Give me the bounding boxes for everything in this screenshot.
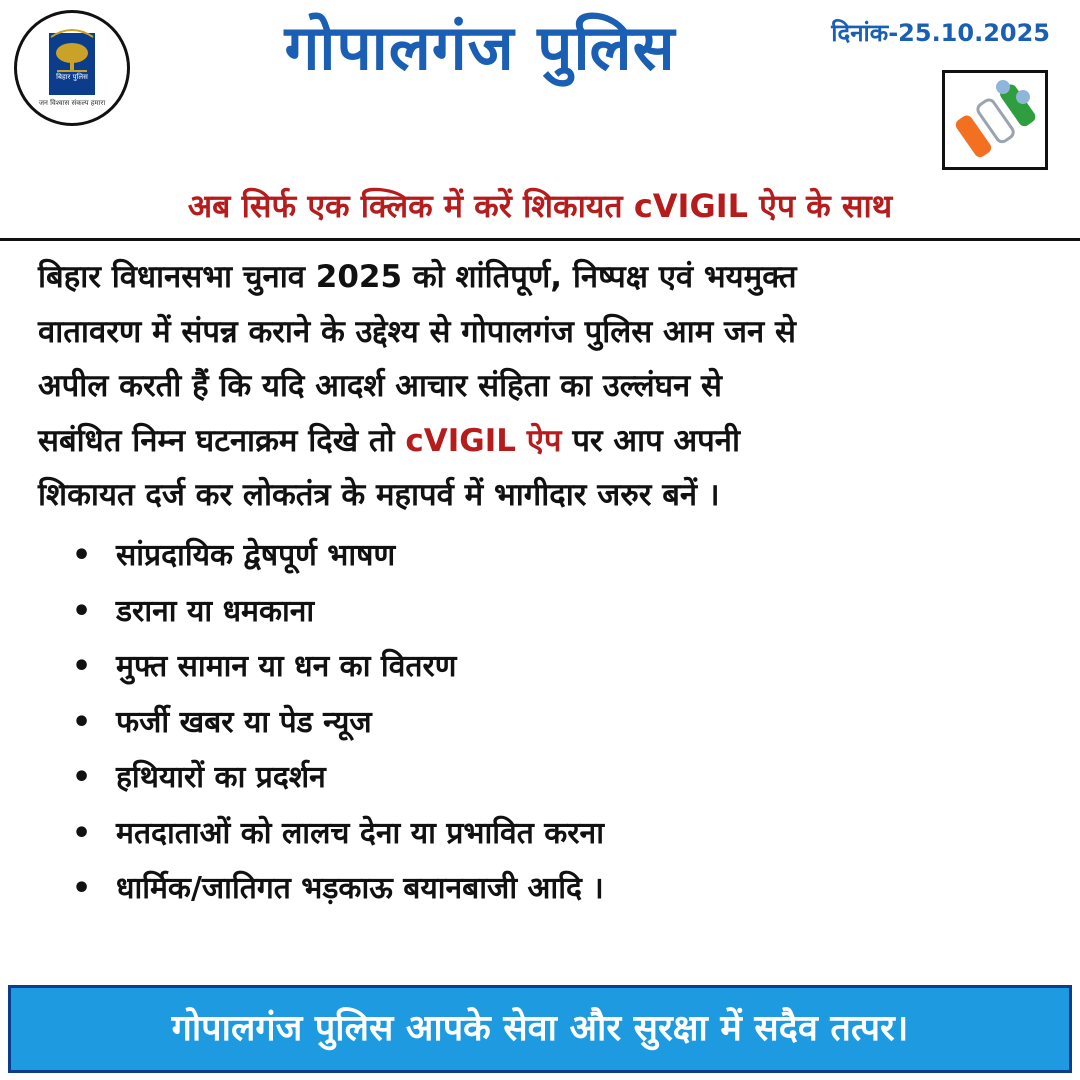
list-item-text: धार्मिक/जातिगत भड़काऊ बयानबाजी आदि ।	[116, 871, 604, 906]
page-title: गोपालगंज पुलिस	[284, 11, 676, 84]
body-line: बिहार विधानसभा चुनाव 2025 को शांतिपूर्ण, निष्पक्ष एवं भयमुक्त	[38, 259, 797, 295]
list-item-text: हथियारों का प्रदर्शन	[116, 760, 326, 795]
bullet-icon: •	[72, 538, 92, 573]
list-item	[72, 639, 604, 695]
body-line: शिकायत दर्ज कर लोकतंत्र के महापर्व में भागीदार जरुर बनें ।	[38, 477, 720, 513]
list-item	[72, 806, 604, 862]
logo-motto: जन विश्वास संकल्प हमारा	[38, 99, 106, 107]
headline: अब सिर्फ एक क्लिक में करें शिकायत cVIGIL ऐप के साथ	[187, 187, 893, 225]
bullet-icon: •	[72, 815, 92, 851]
body-line	[38, 414, 1058, 469]
footer-banner: गोपालगंज पुलिस आपके सेवा और सुरक्षा में सदैव तत्पर।	[8, 985, 1072, 1073]
list-item	[72, 584, 604, 640]
list-item	[72, 528, 604, 584]
list-item-text: सांप्रदायिक द्वेषपूर्ण भाषण	[116, 538, 396, 573]
list-item	[72, 695, 604, 751]
body-line: अपील करती हैं कि यदि आदर्श आचार संहिता का उल्लंघन से	[38, 368, 722, 404]
bullet-icon: •	[72, 593, 92, 629]
list-item-text: डराना या धमकाना	[116, 593, 315, 629]
election-commission-icon	[945, 73, 1045, 167]
divider	[0, 238, 1080, 241]
body-text: पर आप अपनी	[561, 422, 741, 459]
logo-text: बिहार पुलिस	[56, 73, 88, 81]
body-line: वातावरण में संपन्न कराने के उद्देश्य से गोपालगंज पुलिस आम जन से	[38, 313, 796, 350]
bullet-icon: •	[72, 871, 92, 906]
list-item	[72, 861, 604, 917]
bullet-icon: •	[72, 704, 92, 740]
list-item	[72, 750, 604, 806]
body-text: सबंधित निम्न घटनाक्रम दिखे तो	[38, 422, 406, 459]
date-label: दिनांक-25.10.2025	[831, 19, 1050, 47]
list-item-text: मुफ्त सामान या धन का वितरण	[116, 649, 457, 684]
list-item-text: मतदाताओं को लालच देना या प्रभावित करना	[116, 815, 604, 851]
bullet-icon: •	[72, 760, 92, 795]
violation-list	[72, 528, 604, 917]
bihar-police-logo	[14, 10, 130, 126]
bullet-icon: •	[72, 649, 92, 684]
cvigil-highlight: cVIGIL ऐप	[405, 422, 562, 459]
list-item-text: फर्जी खबर या पेड न्यूज	[116, 704, 372, 740]
election-commission-logo	[942, 70, 1048, 170]
body-paragraph	[38, 250, 1058, 523]
